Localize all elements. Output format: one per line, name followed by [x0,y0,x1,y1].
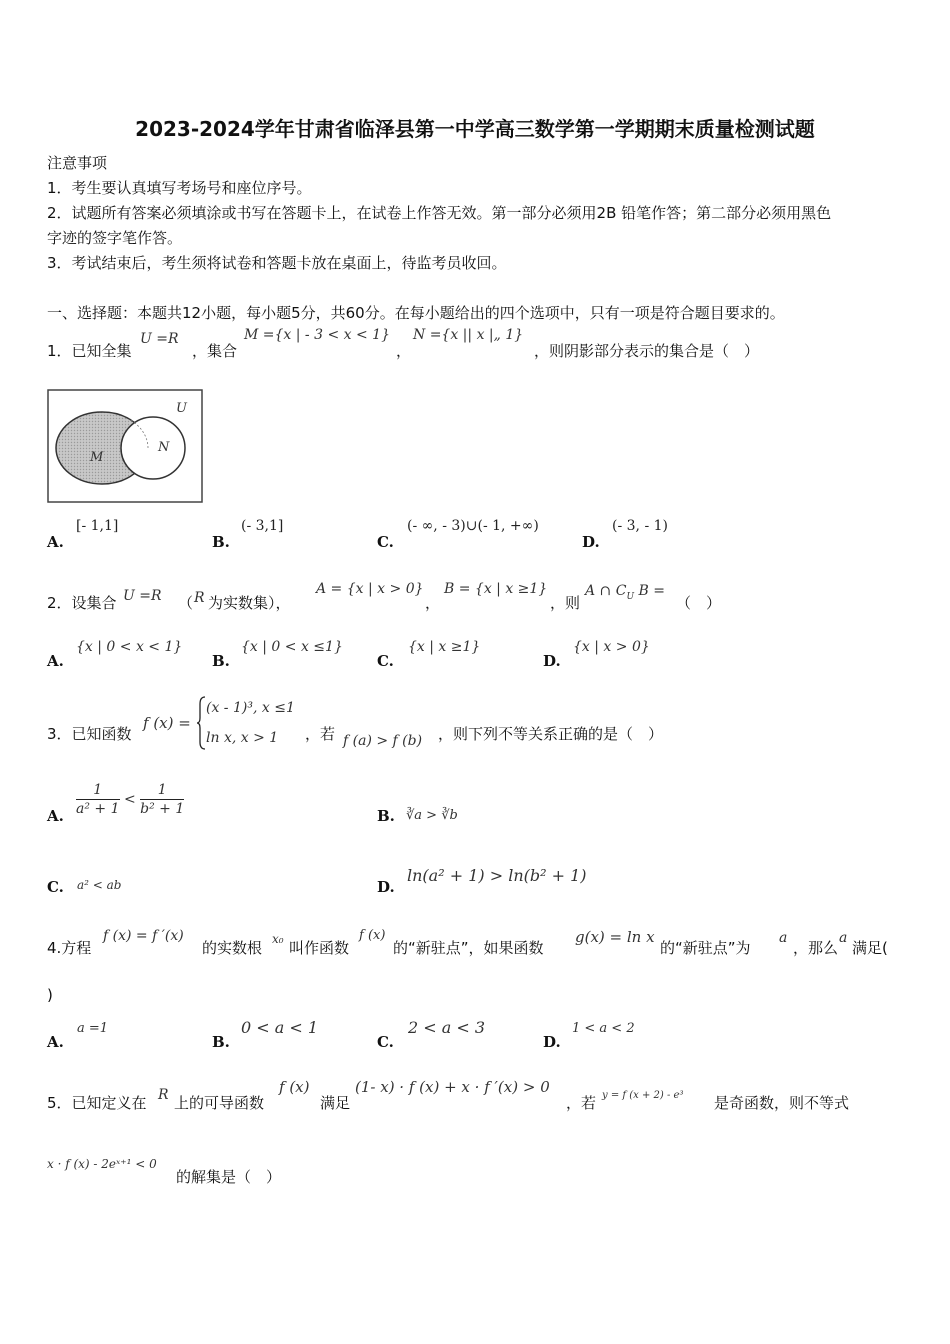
notice-item: 2．试题所有答案必须填涂或书写在答题卡上，在试卷上作答无效。第一部分必须用2B 铅笔作答；第二部分必须用黑色 [47,204,832,222]
q2-text: ， [425,594,441,612]
q5-text: 的解集是（ ） [176,1168,282,1186]
q1-math-m: M ={x | - 3 < x < 1} [244,327,390,343]
q5-text: 满足 [320,1094,351,1112]
q4-option-d-value: 1 < a < 2 [572,1021,635,1036]
q2-text: （ [178,594,194,612]
q2-option-d-label: D. [543,652,561,670]
q5-math-cond: (1- x) · f (x) + x · f ′(x) > 0 [355,1078,550,1096]
q3-option-a-value: $\frac{1}{\text{a² + 1}}$ < $\frac{1}{\text{b² + 1}}$ [76,782,185,817]
q1-option-c-label: C. [377,533,394,551]
q2-option-a-value: {x | 0 < x < 1} [76,639,183,655]
notice-item: 字迹的签字笔作答。 [47,229,183,247]
q2-math-a: A = {x | x > 0} [316,581,424,597]
q1-text: 1．已知全集 [47,342,132,360]
q1-option-c-value: (- ∞, - 3)∪(- 1, +∞) [407,518,539,534]
q5-math-ineq: x · f (x) - 2eˣ⁺¹ < 0 [47,1157,157,1171]
q5-text: ，若 [566,1094,597,1112]
venn-label-m: M [90,450,104,465]
q1-math-n: N ={x || x |„ 1} [413,327,524,343]
q2-text: 为实数集）， [208,594,291,612]
brace-icon [196,696,206,750]
q5-math-r: R [158,1087,169,1103]
q3-option-b-value: ∛a > ∛b [406,808,458,823]
q4-text: 的实数根 [202,939,263,957]
q1-option-a-label: A. [47,533,64,551]
q5-text: 上的可导函数 [174,1094,265,1112]
q1-math-u: U =R [140,331,179,347]
q4-math-g: g(x) = ln x [575,928,655,946]
q3-text: ，若 [305,725,336,743]
q1-option-d-label: D. [582,533,600,551]
q4-option-c-label: C. [377,1033,394,1051]
q4-math-a: a [839,930,848,946]
section-heading: 一、选择题：本题共12小题，每小题5分，共60分。在每小题给出的四个选项中，只有一项是符合题目要求的。 [47,304,785,322]
q1-option-d-value: (- 3, - 1) [612,518,668,534]
q3-option-d-label: D. [377,878,395,896]
q3-text: 3．已知函数 [47,725,132,743]
q3-option-d-value: ln(a² + 1) > ln(b² + 1) [407,866,587,885]
notice-item: 1．考生要认真填写考场号和座位序号。 [47,179,312,197]
q4-math-x0: x₀ [272,932,284,946]
q4-math-eq: f (x) = f ′(x) [103,928,184,944]
q3-option-b-label: B. [377,807,395,825]
q4-math-fx: f (x) [359,928,386,943]
q5-text: 是奇函数，则不等式 [714,1094,850,1112]
venn-diagram [46,387,204,505]
venn-label-u: U [176,401,187,416]
page-title: 2023-2024学年甘肃省临泽县第一中学高三数学第一学期期末质量检测试题 [135,117,815,141]
q4-text: 满足( [852,939,888,957]
q3-option-c-label: C. [47,878,64,896]
q4-option-b-label: B. [212,1033,230,1051]
q4-option-b-value: 0 < a < 1 [241,1018,319,1037]
q3-option-c-value: a² < ab [77,878,122,892]
q3-math-cond: f (a) > f (b) [343,733,423,749]
q2-option-c-value: {x | x ≥1} [408,639,481,655]
q4-text: ，那么 [793,939,839,957]
q4-option-d-label: D. [543,1033,561,1051]
q1-option-b-value: (- 3,1] [241,518,284,534]
q4-text: 的“新驻点”，如果函数 [393,939,544,957]
venn-set-n [121,417,185,479]
q2-text: ，则 [550,594,581,612]
q1-text: ，集合 [192,342,238,360]
q4-text: 叫作函数 [289,939,350,957]
q2-text: （ ） [676,594,722,612]
q2-math-u: U =R [123,588,162,604]
q1-text: ， [396,342,412,360]
q5-math-y: y = f (x + 2) - e³ [602,1090,684,1101]
notice-heading: 注意事项 [47,154,108,172]
venn-label-n: N [158,440,170,455]
q2-option-b-label: B. [212,652,230,670]
q2-option-c-label: C. [377,652,394,670]
q1-option-a-value: [- 1,1] [76,518,119,534]
q3-math-f: f (x) = [143,714,191,732]
q5-text: 5．已知定义在 [47,1094,147,1112]
q3-case-2: ln x, x > 1 [206,730,279,746]
q2-option-b-value: {x | 0 < x ≤1} [241,639,343,655]
q1-text: ，则阴影部分表示的集合是（ ） [534,342,760,360]
q4-math-a: a [779,930,788,946]
q5-math-f: f (x) [279,1078,310,1096]
q4-text: ) [47,986,53,1004]
q4-option-a-value: a =1 [77,1021,109,1036]
q4-option-c-value: 2 < a < 3 [408,1018,486,1037]
q3-option-a-label: A. [47,807,64,825]
q4-text: 的“新驻点”为 [660,939,751,957]
q3-text: ，则下列不等关系正确的是（ ） [438,725,664,743]
q2-math-b: B = {x | x ≥1} [444,581,548,597]
q2-text: 2．设集合 [47,594,117,612]
q2-math-expr: A ∩ $C_U$ B = [585,583,665,602]
q3-case-1: (x - 1)³, x ≤1 [206,700,295,716]
q2-option-a-label: A. [47,652,64,670]
notice-item: 3．考试结束后，考生须将试卷和答题卡放在桌面上，待监考员收回。 [47,254,507,272]
q1-option-b-label: B. [212,533,230,551]
q4-text: 4.方程 [47,939,92,957]
q2-math-r: R [194,590,205,606]
q4-option-a-label: A. [47,1033,64,1051]
q2-option-d-value: {x | x > 0} [573,639,650,655]
